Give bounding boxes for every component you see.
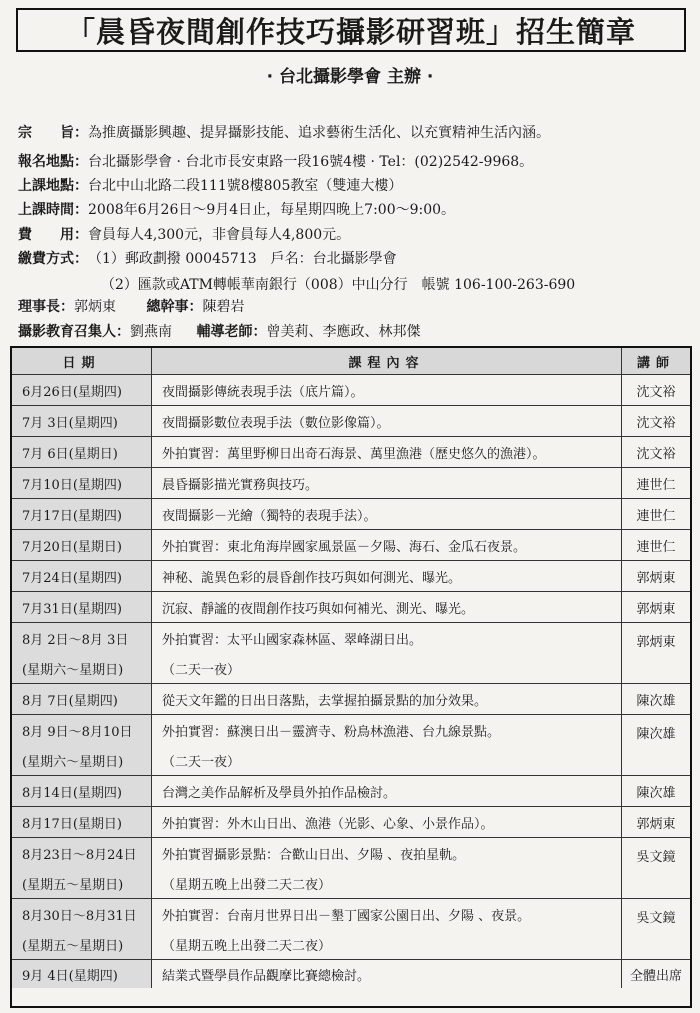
row-date-cell [12,807,152,838]
row-teacher-name: 吳文鏡 [636,850,676,865]
row-teacher-name: 連世仁 [636,508,676,524]
venue-label: 上課地點： [18,178,88,194]
row-teacher-name: 郭炳東 [636,570,676,586]
payment-line-2 [101,274,700,294]
time-value: 2008年6月26日～9月4日止，每星期四晚上7:00～9:00。 [88,202,456,218]
row-teacher-name: 沈文裕 [636,384,676,400]
row-content-cell [152,561,622,592]
row-date-text: 8月17日(星期日) [22,816,122,832]
row-content-cell [152,406,622,437]
row-teacher-name: 全體出席 [629,968,682,984]
registration-line [18,151,698,171]
row-teacher-cell [622,406,690,437]
row-content-cell [152,499,622,530]
row-content-text: （二天一夜） [162,662,241,678]
row-content-text: 外拍實習：台南月世界日出－墾丁國家公園日出、夕陽 、夜景。 [162,908,531,924]
row-teacher-name: 吳文鏡 [636,911,676,926]
row-teacher-cell [622,807,690,838]
schedule-table [10,346,692,1008]
row-date-cell [12,838,152,899]
row-teacher-name: 陳次雄 [636,727,676,742]
tutors-label: 輔導老師： [196,324,267,340]
row-content-text: 結業式暨學員作品觀摩比賽總檢討。 [162,968,371,984]
row-content-text: 夜間攝影傳統表現手法（底片篇）。 [162,384,364,400]
row-date-text: 7月 6日(星期日) [22,446,118,462]
payment-option-2: （2）匯款或ATM轉帳華南銀行（008）中山分行 帳號 106-100-263-690 [101,277,576,293]
convener-label: 攝影教育召集人： [18,324,130,340]
purpose-value: 為推廣攝影興趣、提昇攝影技能、追求藝術生活化、以充實精神生活內涵。 [88,125,550,141]
payment-line-1 [18,248,698,268]
row-date-text: 7月31日(星期四) [22,601,122,617]
row-content-text: 台灣之美作品解析及學員外拍作品檢討。 [162,785,397,801]
row-content-cell [152,960,622,988]
row-content-text: 從天文年鑑的日出日落點，去掌握拍攝景點的加分效果。 [162,693,488,709]
row-content-text: （星期五晚上出發二天二夜） [162,938,332,954]
row-date-text: 7月 3日(星期四) [22,415,118,431]
row-date-text: (星期六～星期日) [22,662,124,678]
venue-value: 台北中山北路二段111號8樓805教室（雙連大樓） [88,178,403,194]
convener-name: 劉燕南 [130,324,172,340]
row-date-cell [12,684,152,715]
row-teacher-name: 連世仁 [636,539,676,555]
row-date-text: 8月30日～8月31日 [22,908,137,924]
fee-line [18,224,698,244]
purpose-line [18,122,698,142]
row-date-text: 7月24日(星期四) [22,570,122,586]
row-content-text: 外拍實習：東北角海岸國家風景區－夕陽、海石、金瓜石夜景。 [162,539,527,555]
row-content-cell [152,375,622,406]
row-date-cell [12,468,152,499]
row-date-cell [12,406,152,437]
row-content-text: 外拍實習：萬里野柳日出奇石海景、萬里漁港（歷史悠久的漁港）。 [162,446,546,462]
header-teacher: 講師 [622,348,690,375]
row-content-text: 沉寂、靜謐的夜間創作技巧與如何補光、測光、曝光。 [162,601,475,617]
row-content-text: 外拍實習攝影景點：合歡山日出、夕陽 、夜拍星軌。 [162,847,466,863]
row-teacher-cell [622,838,690,899]
row-teacher-name: 郭炳東 [636,635,676,650]
row-date-text: 8月14日(星期四) [22,785,122,801]
header-content: 課程內容 [152,348,622,375]
registration-value: 台北攝影學會 · 台北市長安東路一段16號4樓 · Tel：(02)2542-9968。 [88,154,534,170]
row-teacher-cell [622,623,690,684]
row-date-text: (星期五～星期日) [22,938,124,954]
payment-option-1: （1）郵政劃撥 00045713 戶名：台北攝影學會 [88,251,397,267]
row-content-cell [152,807,622,838]
row-content-text: 晨昏攝影描光實務與技巧。 [162,477,319,493]
row-teacher-cell [622,437,690,468]
row-teacher-cell [622,561,690,592]
row-date-cell [12,499,152,530]
row-content-text: 夜間攝影數位表現手法（數位影像篇）。 [162,415,390,431]
chairman-name: 郭炳東 [74,299,116,315]
page-title: 「晨昏夜間創作技巧攝影研習班」招生簡章 [16,8,686,52]
row-content-text: 外拍實習：外木山日出、漁港（光影、心象、小景作品）。 [162,816,494,832]
row-teacher-name: 郭炳東 [636,601,676,617]
row-date-cell [12,375,152,406]
row-date-cell [12,715,152,776]
officers-line [18,296,698,316]
purpose-label: 宗 旨： [18,125,88,141]
row-teacher-cell [622,468,690,499]
row-date-cell [12,530,152,561]
row-date-text: 8月 7日(星期四) [22,693,118,709]
fee-label: 費 用： [18,227,88,243]
row-teacher-cell [622,899,690,960]
header-date: 日期 [12,348,152,375]
row-content-text: （星期五晚上出發二天二夜） [162,877,332,893]
row-teacher-cell [622,960,690,988]
row-teacher-cell [622,530,690,561]
row-date-text: 8月 2日～8月 3日 [22,632,129,648]
row-date-text: 9月 4日(星期四) [22,968,118,984]
secretary-name: 陳碧岩 [202,299,245,315]
tutors-names: 曾美莉、李應政、林邦傑 [266,324,421,340]
row-date-cell [12,561,152,592]
row-date-text: 8月 9日～8月10日 [22,724,133,740]
row-content-text: 夜間攝影－光繪（獨特的表現手法）。 [162,508,377,524]
fee-value: 會員每人4,300元，非會員每人4,800元。 [88,227,351,243]
venue-line [18,175,698,195]
row-content-cell [152,468,622,499]
time-label: 上課時間： [18,202,88,218]
row-date-text: 7月17日(星期四) [22,508,122,524]
secretary-label: 總幹事： [146,299,203,315]
row-date-text: 6月26日(星期四) [22,384,122,400]
row-content-cell [152,623,622,684]
chairman-label: 理事長： [18,299,74,315]
organizer-line: · 台北攝影學會 主辦 · [266,67,434,87]
registration-label: 報名地點： [18,154,88,170]
row-content-text: 神秘、詭異色彩的晨昏創作技巧與如何測光、曝光。 [162,570,462,586]
row-teacher-name: 連世仁 [636,477,676,493]
row-teacher-cell [622,499,690,530]
row-teacher-cell [622,684,690,715]
row-content-cell [152,776,622,807]
row-content-cell [152,592,622,623]
row-content-cell [152,715,622,776]
row-date-text: 8月23日～8月24日 [22,847,137,863]
row-teacher-cell [622,776,690,807]
row-date-text: 7月20日(星期日) [22,539,122,555]
row-teacher-cell [622,715,690,776]
payment-label: 繳費方式： [18,251,88,267]
row-content-cell [152,684,622,715]
row-date-cell [12,623,152,684]
row-teacher-name: 郭炳東 [636,816,676,832]
row-teacher-name: 沈文裕 [636,446,676,462]
row-content-cell [152,530,622,561]
time-line [18,199,698,219]
row-date-text: (星期六～星期日) [22,754,124,770]
row-date-cell [12,437,152,468]
row-teacher-cell [622,375,690,406]
row-content-text: （二天一夜） [162,754,241,770]
staff-line [18,321,698,341]
row-content-text: 外拍實習：太平山國家森林區、翠峰湖日出。 [162,632,423,648]
row-content-cell [152,899,622,960]
row-teacher-name: 陳次雄 [636,785,676,801]
row-date-cell [12,776,152,807]
row-date-text: (星期五～星期日) [22,877,124,893]
row-content-cell [152,437,622,468]
row-date-cell [12,899,152,960]
row-teacher-name: 沈文裕 [636,415,676,431]
row-date-cell [12,592,152,623]
row-content-text: 外拍實習：蘇澳日出－靈濟寺、粉鳥林漁港、台九線景點。 [162,724,501,740]
row-teacher-name: 陳次雄 [636,693,676,709]
row-content-cell [152,838,622,899]
row-date-cell [12,960,152,988]
row-date-text: 7月10日(星期四) [22,477,122,493]
row-teacher-cell [622,592,690,623]
